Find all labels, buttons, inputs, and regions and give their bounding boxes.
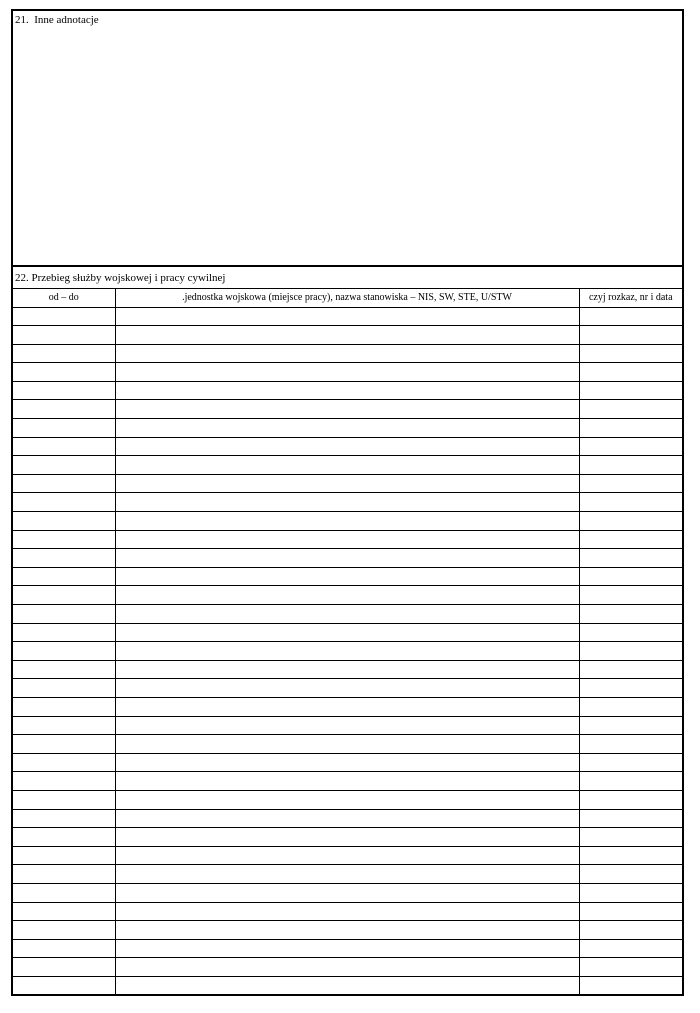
cell-order[interactable]	[579, 437, 682, 456]
cell-order[interactable]	[579, 363, 682, 382]
table-row	[13, 642, 682, 661]
table-row	[13, 902, 682, 921]
cell-unit-position[interactable]	[115, 493, 579, 512]
cell-order[interactable]	[579, 326, 682, 345]
table-row	[13, 883, 682, 902]
cell-order[interactable]	[579, 660, 682, 679]
cell-order[interactable]	[579, 865, 682, 884]
cell-period[interactable]	[13, 493, 115, 512]
cell-order[interactable]	[579, 493, 682, 512]
table-row	[13, 846, 682, 865]
cell-unit-position[interactable]	[115, 772, 579, 791]
cell-period[interactable]	[13, 363, 115, 382]
cell-unit-position[interactable]	[115, 456, 579, 475]
cell-period[interactable]	[13, 846, 115, 865]
cell-period[interactable]	[13, 679, 115, 698]
form-page	[11, 9, 684, 996]
cell-period[interactable]	[13, 902, 115, 921]
cell-unit-position[interactable]	[115, 902, 579, 921]
cell-period[interactable]	[13, 809, 115, 828]
cell-period[interactable]	[13, 642, 115, 661]
cell-order[interactable]	[579, 846, 682, 865]
cell-order[interactable]	[579, 307, 682, 326]
cell-period[interactable]	[13, 437, 115, 456]
cell-period[interactable]	[13, 735, 115, 754]
cell-order[interactable]	[579, 697, 682, 716]
table-row	[13, 790, 682, 809]
cell-unit-position[interactable]	[115, 697, 579, 716]
cell-unit-position[interactable]	[115, 326, 579, 345]
table-body	[13, 307, 682, 995]
cell-order[interactable]	[579, 419, 682, 438]
cell-period[interactable]	[13, 716, 115, 735]
cell-unit-position[interactable]	[115, 363, 579, 382]
table-row	[13, 772, 682, 791]
cell-period[interactable]	[13, 958, 115, 977]
table-row	[13, 828, 682, 847]
table-row	[13, 697, 682, 716]
cell-unit-position[interactable]	[115, 790, 579, 809]
cell-order[interactable]	[579, 809, 682, 828]
cell-unit-position[interactable]	[115, 549, 579, 568]
table-row	[13, 865, 682, 884]
table-row	[13, 437, 682, 456]
cell-unit-position[interactable]	[115, 474, 579, 493]
cell-unit-position[interactable]	[115, 735, 579, 754]
column-header-order: czyj rozkaz, nr i data	[579, 289, 682, 307]
table-row	[13, 363, 682, 382]
cell-period[interactable]	[13, 921, 115, 940]
cell-period[interactable]	[13, 400, 115, 419]
column-header-period: od – do	[13, 289, 115, 307]
cell-unit-position[interactable]	[115, 976, 579, 995]
cell-unit-position[interactable]	[115, 567, 579, 586]
table-row	[13, 679, 682, 698]
table-row	[13, 530, 682, 549]
cell-period[interactable]	[13, 883, 115, 902]
cell-period[interactable]	[13, 530, 115, 549]
cell-period[interactable]	[13, 753, 115, 772]
cell-unit-position[interactable]	[115, 921, 579, 940]
cell-order[interactable]	[579, 623, 682, 642]
cell-unit-position[interactable]	[115, 828, 579, 847]
cell-order[interactable]	[579, 902, 682, 921]
table-row	[13, 456, 682, 475]
cell-unit-position[interactable]	[115, 623, 579, 642]
cell-order[interactable]	[579, 344, 682, 363]
cell-order[interactable]	[579, 883, 682, 902]
table-row	[13, 586, 682, 605]
cell-period[interactable]	[13, 976, 115, 995]
cell-order[interactable]	[579, 567, 682, 586]
section-21-label: 21. Inne adnotacje	[15, 14, 99, 26]
cell-unit-position[interactable]	[115, 344, 579, 363]
cell-unit-position[interactable]	[115, 605, 579, 624]
table-row	[13, 567, 682, 586]
table-row	[13, 307, 682, 326]
cell-period[interactable]	[13, 772, 115, 791]
cell-order[interactable]	[579, 605, 682, 624]
cell-order[interactable]	[579, 716, 682, 735]
table-row	[13, 939, 682, 958]
cell-unit-position[interactable]	[115, 586, 579, 605]
cell-order[interactable]	[579, 939, 682, 958]
cell-unit-position[interactable]	[115, 660, 579, 679]
table-row	[13, 344, 682, 363]
service-history-table	[13, 289, 682, 995]
section-22-label: 22. Przebieg służby wojskowej i pracy cywilnej	[15, 272, 226, 284]
table-row	[13, 400, 682, 419]
cell-unit-position[interactable]	[115, 958, 579, 977]
table-row	[13, 660, 682, 679]
section-22-header	[13, 267, 682, 289]
cell-unit-position[interactable]	[115, 400, 579, 419]
table-row	[13, 623, 682, 642]
cell-unit-position[interactable]	[115, 753, 579, 772]
cell-period[interactable]	[13, 419, 115, 438]
cell-order[interactable]	[579, 735, 682, 754]
table-row	[13, 549, 682, 568]
cell-period[interactable]	[13, 381, 115, 400]
table-row	[13, 493, 682, 512]
cell-unit-position[interactable]	[115, 512, 579, 531]
cell-period[interactable]	[13, 697, 115, 716]
cell-period[interactable]	[13, 456, 115, 475]
cell-period[interactable]	[13, 474, 115, 493]
cell-order[interactable]	[579, 642, 682, 661]
table-row	[13, 753, 682, 772]
cell-period[interactable]	[13, 865, 115, 884]
table-row	[13, 958, 682, 977]
cell-period[interactable]	[13, 326, 115, 345]
table-row	[13, 512, 682, 531]
cell-unit-position[interactable]	[115, 865, 579, 884]
table-row	[13, 921, 682, 940]
cell-order[interactable]	[579, 976, 682, 995]
table-header-row	[13, 289, 682, 307]
column-header-unit-position: .jednostka wojskowa (miejsce pracy), nazwa stanowiska – NIS, SW, STE, U/STW	[115, 289, 579, 307]
cell-unit-position[interactable]	[115, 530, 579, 549]
cell-order[interactable]	[579, 679, 682, 698]
cell-period[interactable]	[13, 623, 115, 642]
cell-unit-position[interactable]	[115, 716, 579, 735]
cell-order[interactable]	[579, 586, 682, 605]
cell-order[interactable]	[579, 828, 682, 847]
cell-period[interactable]	[13, 549, 115, 568]
cell-unit-position[interactable]	[115, 381, 579, 400]
cell-period[interactable]	[13, 828, 115, 847]
cell-period[interactable]	[13, 939, 115, 958]
cell-period[interactable]	[13, 567, 115, 586]
table-row	[13, 735, 682, 754]
cell-period[interactable]	[13, 307, 115, 326]
cell-period[interactable]	[13, 605, 115, 624]
cell-order[interactable]	[579, 753, 682, 772]
cell-unit-position[interactable]	[115, 883, 579, 902]
cell-unit-position[interactable]	[115, 437, 579, 456]
cell-period[interactable]	[13, 344, 115, 363]
table-row	[13, 474, 682, 493]
cell-order[interactable]	[579, 549, 682, 568]
cell-period[interactable]	[13, 660, 115, 679]
cell-period[interactable]	[13, 790, 115, 809]
table-row	[13, 326, 682, 345]
table-row	[13, 605, 682, 624]
cell-order[interactable]	[579, 456, 682, 475]
cell-order[interactable]	[579, 512, 682, 531]
cell-order[interactable]	[579, 400, 682, 419]
cell-order[interactable]	[579, 474, 682, 493]
cell-order[interactable]	[579, 772, 682, 791]
cell-unit-position[interactable]	[115, 642, 579, 661]
cell-order[interactable]	[579, 530, 682, 549]
table-row	[13, 716, 682, 735]
cell-unit-position[interactable]	[115, 679, 579, 698]
cell-order[interactable]	[579, 921, 682, 940]
cell-period[interactable]	[13, 586, 115, 605]
cell-unit-position[interactable]	[115, 307, 579, 326]
cell-unit-position[interactable]	[115, 809, 579, 828]
table-row	[13, 419, 682, 438]
cell-period[interactable]	[13, 512, 115, 531]
section-21-other-annotations	[13, 11, 682, 267]
cell-unit-position[interactable]	[115, 419, 579, 438]
cell-order[interactable]	[579, 381, 682, 400]
table-row	[13, 976, 682, 995]
cell-unit-position[interactable]	[115, 939, 579, 958]
cell-unit-position[interactable]	[115, 846, 579, 865]
table-row	[13, 809, 682, 828]
cell-order[interactable]	[579, 958, 682, 977]
cell-order[interactable]	[579, 790, 682, 809]
table-row	[13, 381, 682, 400]
